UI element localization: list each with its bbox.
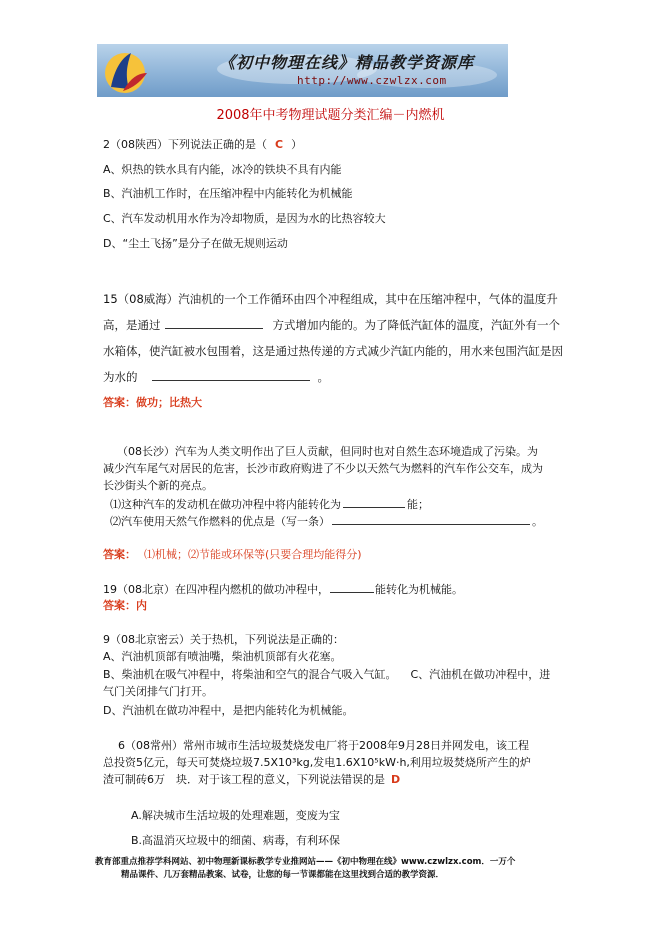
footer-note [95, 856, 575, 882]
question-2-line-3: 水箱体，使汽缸被水包围着，这是通过热传递的方式减少汽缸内能的，用水来包围汽缸是因 [103, 344, 563, 358]
question-1-option-a: A、炽热的铁水具有内能，冰冷的铁块不具有内能 [103, 163, 342, 176]
question-6-answer: D [391, 773, 401, 786]
question-3-line-3: 长沙街头个新的亮点。 [103, 479, 213, 492]
question-6-option-b: B.高温消灭垃圾中的细菌、病毒，有利环保 [131, 834, 341, 847]
question-6-line-3: 渣可制砖6万 块．对于该工程的意义，下列说法错误的是 D [103, 773, 401, 786]
question-3-answer: 答案： ⑴机械；⑵节能或环保等(只要合理均能得分) [103, 548, 362, 561]
footer-line-2: 精品课件、几万套精品教案、试卷，让您的每一节课都能在这里找到合适的教学资源． [121, 870, 445, 880]
question-2-line-4: 为水的 。 [103, 370, 329, 384]
question-1-answer: C [275, 138, 284, 151]
question-5-option-a: A、汽油机顶部有喷油嘴，柴油机顶部有火花塞。 [103, 650, 342, 663]
answer-blank[interactable] [152, 370, 310, 381]
question-2-answer: 答案：做功；比热大 [103, 396, 202, 409]
question-4-stem: 19（08北京）在四冲程内燃机的做功冲程中， 能转化为机械能。 [103, 583, 463, 596]
answer-blank[interactable] [343, 497, 405, 508]
question-5-option-d: D、汽油机在做功冲程中，是把内能转化为机械能。 [103, 704, 354, 717]
question-5-stem: 9（08北京密云）关于热机，下列说法是正确的： [103, 633, 344, 646]
site-logo-icon [101, 47, 149, 95]
question-1-option-b: B、汽油机工作时，在压缩冲程中内能转化为机械能 [103, 187, 353, 200]
question-1-option-d: D、“尘土飞扬”是分子在做无规则运动 [103, 237, 288, 250]
header-banner [97, 44, 508, 97]
question-5-option-b: B、柴油机在吸气冲程中，将柴油和空气的混合气吸入气缸。 C、汽油机在做功冲程中，进 [103, 668, 551, 681]
question-4-answer: 答案：内 [103, 599, 147, 612]
question-3-line-2: 减少汽车尾气对居民的危害，长沙市政府购进了不少以天然气为燃料的汽车作公交车，成为 [103, 462, 543, 475]
banner-url[interactable]: http://www.czwlzx.com [297, 74, 447, 87]
banner-title: 《初中物理在线》精品教学资源库 [219, 53, 475, 72]
question-6-option-a: A.解决城市生活垃圾的处理难题，变废为宝 [131, 809, 340, 822]
answer-blank[interactable] [330, 582, 374, 593]
page-title: 2008年中考物理试题分类汇编－内燃机 [216, 108, 445, 123]
answer-blank[interactable] [332, 514, 530, 525]
question-6-line-2: 总投资5亿元，每天可焚烧垃圾7.5X10³kg,发电1.6X10⁵kW·h,利用垃圾焚烧所产生的炉 [103, 756, 531, 769]
answer-blank[interactable] [165, 318, 263, 329]
question-2-line-1: 15（08威海）汽油机的一个工作循环由四个冲程组成，其中在压缩冲程中，气体的温度升 [103, 292, 558, 306]
question-6-line-1: 6（08常州）常州市城市生活垃圾焚烧发电厂将于2008年9月28日并网发电，该工程 [118, 739, 529, 752]
question-2-line-2: 高，是通过 方式增加内能的。为了降低汽缸体的温度，汽缸外有一个 [103, 318, 560, 332]
question-3-line-1: （08长沙）汽车为人类文明作出了巨人贡献，但同时也对自然生态环境造成了污染。为 [117, 445, 538, 458]
question-5-option-c-cont: 气门关闭排气门打开。 [103, 685, 213, 698]
question-3-sub-2: ⑵汽车使用天然气作燃料的优点是（写一条） 。 [110, 515, 543, 528]
footer-line-1: 教育部重点推荐学科网站、初中物理新课标教学专业推网站——《初中物理在线》www.czwlzx.com．一万个 [95, 857, 516, 867]
question-1-option-c: C、汽车发动机用水作为冷却物质，是因为水的比热容较大 [103, 212, 386, 225]
question-3-sub-1: ⑴这种汽车的发动机在做功冲程中将内能转化为 能； [110, 498, 429, 511]
question-1-stem: 2（08陕西）下列说法正确的是（ C ） [103, 138, 303, 151]
